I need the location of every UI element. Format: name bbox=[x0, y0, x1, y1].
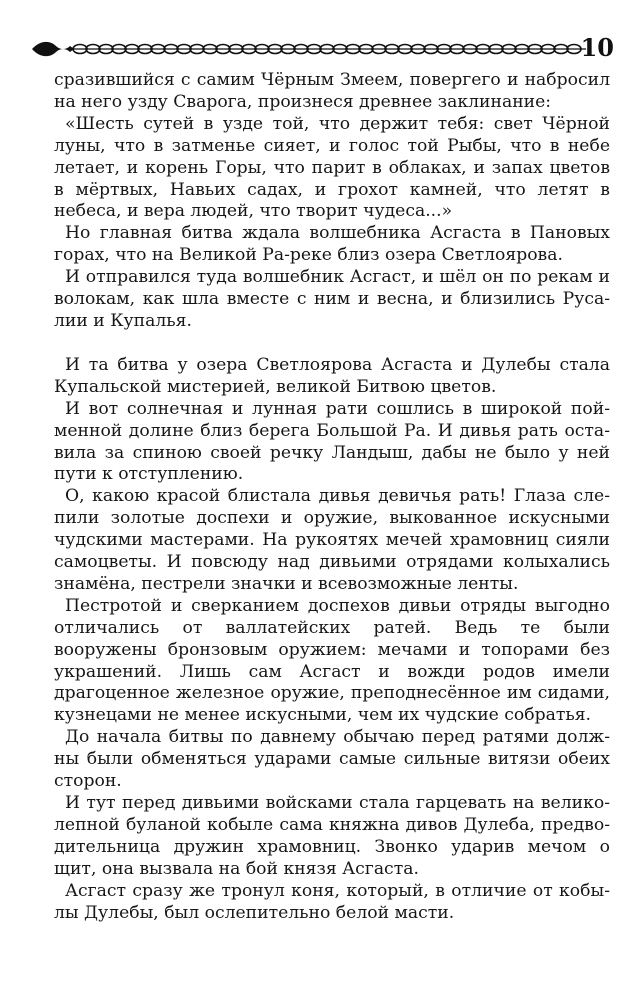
paragraph: И та битва у озера Светлоярова Асгаста и Дулебы стала Купальской мистерией, великой Битвою цветов. bbox=[54, 354, 610, 397]
decorative-rule-ornament bbox=[30, 34, 590, 62]
page-number: 10 bbox=[580, 33, 614, 62]
paragraph: О, какою красой блистала дивья девичья рать! Глаза слепили золотые доспехи и оружие, выкованное искусными чудскими мастерами. На рукоятях мечей храмовниц сияли самоцветы. И повсюду над дивьими отрядами колыхались знамёна, пестрели значки и всевозможные ленты. bbox=[54, 486, 610, 594]
paragraph: Асгаст сразу же тронул коня, который, в отличие от кобылы Дулебы, был ослепительно белой масти. bbox=[54, 880, 610, 923]
body-text bbox=[54, 70, 610, 924]
paragraph: сразившийся с самим Чёрным Змеем, повергего и набросил на него узду Сварога, произнеся древнее заклинание: bbox=[54, 70, 610, 112]
paragraph: До начала битвы по давнему обычаю перед ратями должны были обменяться ударами самые сильные витязи обеих сторон. bbox=[54, 727, 610, 792]
paragraph: И вот солнечная и лунная рати сошлись в широкой пойменной долине близ берега Большой Ра. И дивья рать оставила за спиною своей речку Ландыш, дабы не было у ней пути к отступлению. bbox=[54, 398, 610, 485]
paragraph: Пестротой и сверканием доспехов дивьи отряды выгодно отличались от валлатейских ратей. Ведь те были вооружены бронзовым оружием: мечами и топорами без украшений. Лишь сам Асгаст и вожди родов имели драгоценное железное оружие, преподнесённое им сидами, кузнецами не менее искусными, чем их чудские собратья. bbox=[54, 595, 610, 726]
paragraph: «Шесть сутей в узде той, что держит тебя: свет Чёрной луны, что в затменье сияет, и голос той Рыбы, что в небе летает, и корень Горы, что парит в облаках, и запах цветов в мёртвых, Навьих садах, и грохот камней, что летят в небеса, и вера людей, что творит чудеса...» bbox=[54, 113, 610, 222]
paragraph: И тут перед дивьими войсками стала гарцевать на великолепной буланой кобыле сама княжна дивов Дулеба, предводительница дружин храмовниц. Звонко ударив мечом о щит, она вызвала на бой князя Асгаста. bbox=[54, 793, 610, 879]
paragraph: Но главная битва ждала волшебника Асгаста в Пановых горах, что на Великой Ра-реке близ озера Светлоярова. bbox=[54, 223, 610, 266]
paragraph: И отправился туда волшебник Асгаст, и шёл он по рекам и волокам, как шла вместе с ним и весна, и близились Русалии и Купалья. bbox=[54, 267, 610, 331]
page-header bbox=[30, 34, 614, 62]
